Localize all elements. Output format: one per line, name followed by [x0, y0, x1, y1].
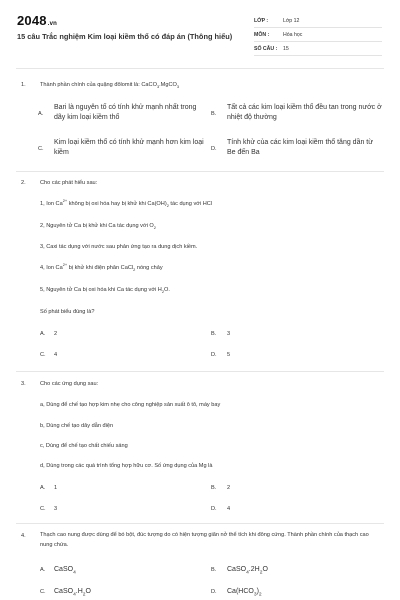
question-prompt: Số phát biểu đúng là? [40, 309, 95, 315]
question-divider [16, 523, 384, 524]
option-d-letter: D. [211, 146, 217, 152]
meta-class-value: Lớp 12 [283, 18, 300, 24]
option-a-letter: A. [38, 111, 44, 117]
meta-count-row [254, 42, 382, 56]
site-logo[interactable]: 2048.vn [17, 13, 58, 28]
statement-4: 4, Ion $Ca^{2+}$ bị khử khi điện phân CaCl$_2$ nóng chảy [40, 262, 163, 273]
statement-3: 3, Caxi tác dụng với nước sau phản ứng tạo ra dung dịch kiềm. [40, 244, 198, 250]
question-number: 1. [21, 82, 26, 88]
option-a-text[interactable]: CaSO$_4$ [54, 566, 76, 576]
option-c-text[interactable]: 4 [54, 352, 58, 358]
option-d-text[interactable]: $Ca(HCO_3)_2$ [227, 588, 262, 598]
statement-2: 2, Nguyên tử Ca bị khử khi Ca tác dụng với $O_2$ [40, 223, 156, 231]
question-number: 3. [21, 381, 26, 387]
question-divider [16, 171, 384, 172]
option-b-letter: B. [211, 567, 217, 573]
meta-count-label: SỐ CÂU : [254, 46, 278, 52]
option-a-letter: A. [40, 331, 46, 337]
option-c-text[interactable]: 3 [54, 506, 58, 512]
question-stem: Thạch cao nung được dùng để bó bột, đúc tượng do có hiện tượng giãn nở thể tích khi đông cứng. Thành phần chính của thạch cao nung chứa. [40, 532, 369, 548]
option-a-text[interactable]: 2 [54, 331, 58, 337]
meta-subject-value: Hóa học [283, 32, 303, 38]
header-divider [16, 68, 384, 69]
option-b-text[interactable]: $CaSO_4.2H_2O$ [227, 566, 268, 576]
question-stem: Cho các ứng dụng sau: [40, 381, 99, 387]
question-divider [16, 371, 384, 372]
option-b-text[interactable]: Tất cả các kim loại kiềm thổ đều tan trong nước ở nhiệt độ thường [227, 104, 382, 121]
statement-1: 1, Ion $Ca^{2+}$ không bị oxi hóa hay bị khử khi $Ca(OH)_2$ tác dụng với HCl [40, 198, 213, 209]
option-b-letter: B. [211, 485, 217, 491]
question-number: 4. [21, 533, 26, 539]
option-c-letter: C. [40, 506, 46, 512]
application-d: d, Dùng trong các quá trình tổng hợp hữu cơ. Số ứng dụng của Mg là [40, 463, 213, 469]
option-d-letter: D. [211, 589, 217, 595]
option-d-text[interactable]: 4 [227, 506, 231, 512]
option-b-letter: B. [211, 111, 217, 117]
option-a-text[interactable]: Bari là nguyên tố có tính khử mạnh nhất trong dãy kim loại kiềm thổ [54, 104, 197, 121]
option-c-letter: C. [40, 352, 46, 358]
option-a-text[interactable]: 1 [54, 485, 58, 491]
question-stem: Cho các phát hiểu sau: [40, 180, 98, 186]
option-d-letter: D. [211, 506, 217, 512]
document-title: 15 câu Trắc nghiệm Kim loại kiềm thổ có đáp án (Thông hiểu) [17, 32, 233, 41]
document-header [0, 0, 400, 62]
option-b-text[interactable]: 3 [227, 331, 231, 337]
option-b-letter: B. [211, 331, 217, 337]
meta-subject-row [254, 28, 382, 42]
application-c: c, Dùng để chế tạo chất chiếu sáng [40, 443, 128, 449]
question-stem: Thành phần chính của quặng đôlomit là: CaCO$_3$.MgCO$_3$ [40, 82, 180, 90]
meta-subject-label: MÔN : [254, 32, 270, 38]
option-a-letter: A. [40, 485, 46, 491]
option-c-letter: C. [40, 589, 46, 595]
option-d-text[interactable]: Tính khử của các kim loại kiềm thổ tăng dần từ Be đến Ba [227, 139, 373, 156]
meta-count-value: 15 [283, 46, 289, 52]
option-b-text[interactable]: 2 [227, 485, 231, 491]
application-a: a, Dùng để chế tạo hợp kim nhẹ cho công nghiệp sản xuất ô tô, máy bay [40, 402, 221, 408]
question-number: 2. [21, 180, 26, 186]
option-d-letter: D. [211, 352, 217, 358]
option-a-letter: A. [40, 567, 46, 573]
meta-class-row [254, 14, 382, 28]
application-b: b, Dùng chế tạo dây dẫn điện [40, 423, 114, 429]
meta-class-label: LỚP : [254, 18, 269, 24]
option-c-letter: C. [38, 146, 44, 152]
option-c-text[interactable]: Kim loại kiềm thổ có tính khử mạnh hơn kim loại kiềm [54, 139, 204, 156]
option-c-text[interactable]: $CaSO_4.H_2O$ [54, 588, 91, 598]
statement-5: 5, Nguyên tử Ca bị oxi hóa khi Ca tác dụng với $H_2O$. [40, 287, 170, 295]
option-d-text[interactable]: 5 [227, 352, 231, 358]
